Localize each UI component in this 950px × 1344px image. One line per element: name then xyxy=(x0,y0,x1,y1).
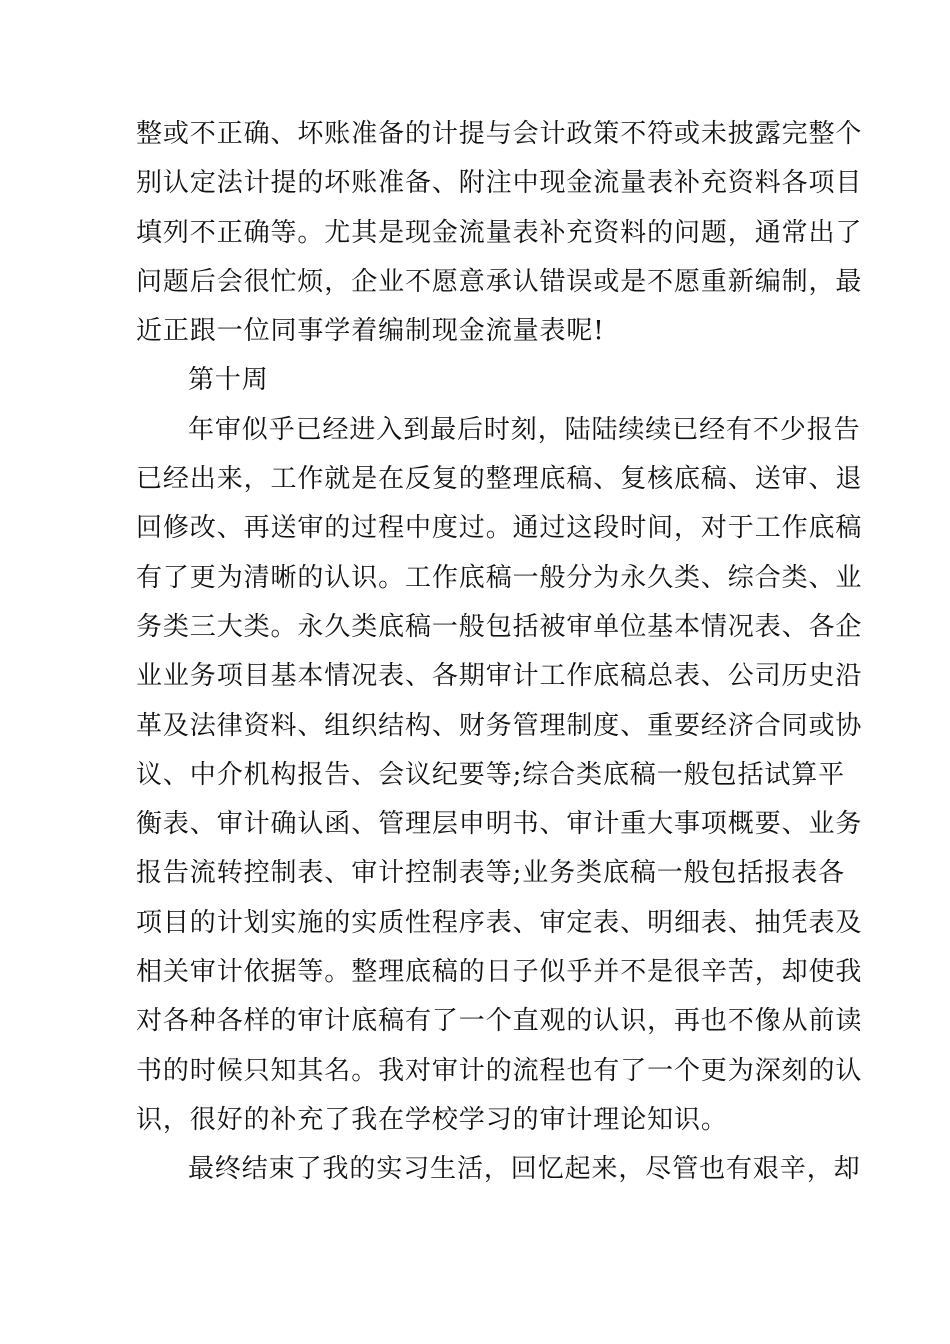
body-text xyxy=(136,110,863,1195)
paragraph-line: 问题后会很忙烦，企业不愿意承认错误或是不愿重新编制，最 xyxy=(136,266,863,297)
paragraph-line: 议、中介机构报告、会议纪要等;综合类底稿一般包括试算平 xyxy=(136,759,846,790)
paragraph-line: 最终结束了我的实习生活，回忆起来，尽管也有艰辛，却 xyxy=(188,1154,861,1185)
paragraph-line: 整或不正确、坏账准备的计提与会计政策不符或未披露完整个 xyxy=(136,119,863,149)
paragraph-line: 近正跟一位同事学着编制现金流量表呢! xyxy=(136,316,605,347)
paragraph-line: 识，很好的补充了我在学校学习的审计理论知识。 xyxy=(136,1104,728,1135)
paragraph-line: 已经出来，工作就是在反复的整理底稿、复核底稿、送审、退 xyxy=(136,464,863,495)
paragraph-line: 相关审计依据等。整理底稿的日子似乎并不是很辛苦，却使我 xyxy=(136,957,863,988)
paragraph-line: 别认定法计提的坏账准备、附注中现金流量表补充资料各项目 xyxy=(136,168,863,199)
paragraph-line: 有了更为清晰的认识。工作底稿一般分为永久类、综合类、业 xyxy=(136,562,863,593)
paragraph-line: 革及法律资料、组织结构、财务管理制度、重要经济合同或协 xyxy=(136,710,863,741)
section-heading: 第十周 xyxy=(188,365,269,396)
paragraph-line: 报告流转控制表、审计控制表等;业务类底稿一般包括报表各 xyxy=(136,858,846,889)
paragraph-line: 填列不正确等。尤其是现金流量表补充资料的问题，通常出了 xyxy=(136,217,863,248)
paragraph-line: 项目的计划实施的实质性程序表、审定表、明细表、抽凭表及 xyxy=(136,907,863,938)
paragraph-line: 书的时候只知其名。我对审计的流程也有了一个更为深刻的认 xyxy=(136,1055,863,1086)
paragraph-line: 业业务项目基本情况表、各期审计工作底稿总表、公司历史沿 xyxy=(136,661,863,692)
paragraph-line: 衡表、审计确认函、管理层申明书、审计重大事项概要、业务 xyxy=(136,809,863,840)
paragraph-line: 回修改、再送审的过程中度过。通过这段时间，对于工作底稿 xyxy=(136,513,863,544)
paragraph-line: 年审似乎已经进入到最后时刻，陆陆续续已经有不少报告 xyxy=(188,414,861,445)
paragraph-line: 务类三大类。永久类底稿一般包括被审单位基本情况表、各企 xyxy=(136,611,863,642)
paragraph-line: 对各种各样的审计底稿有了一个直观的认识，再也不像从前读 xyxy=(136,1006,863,1037)
